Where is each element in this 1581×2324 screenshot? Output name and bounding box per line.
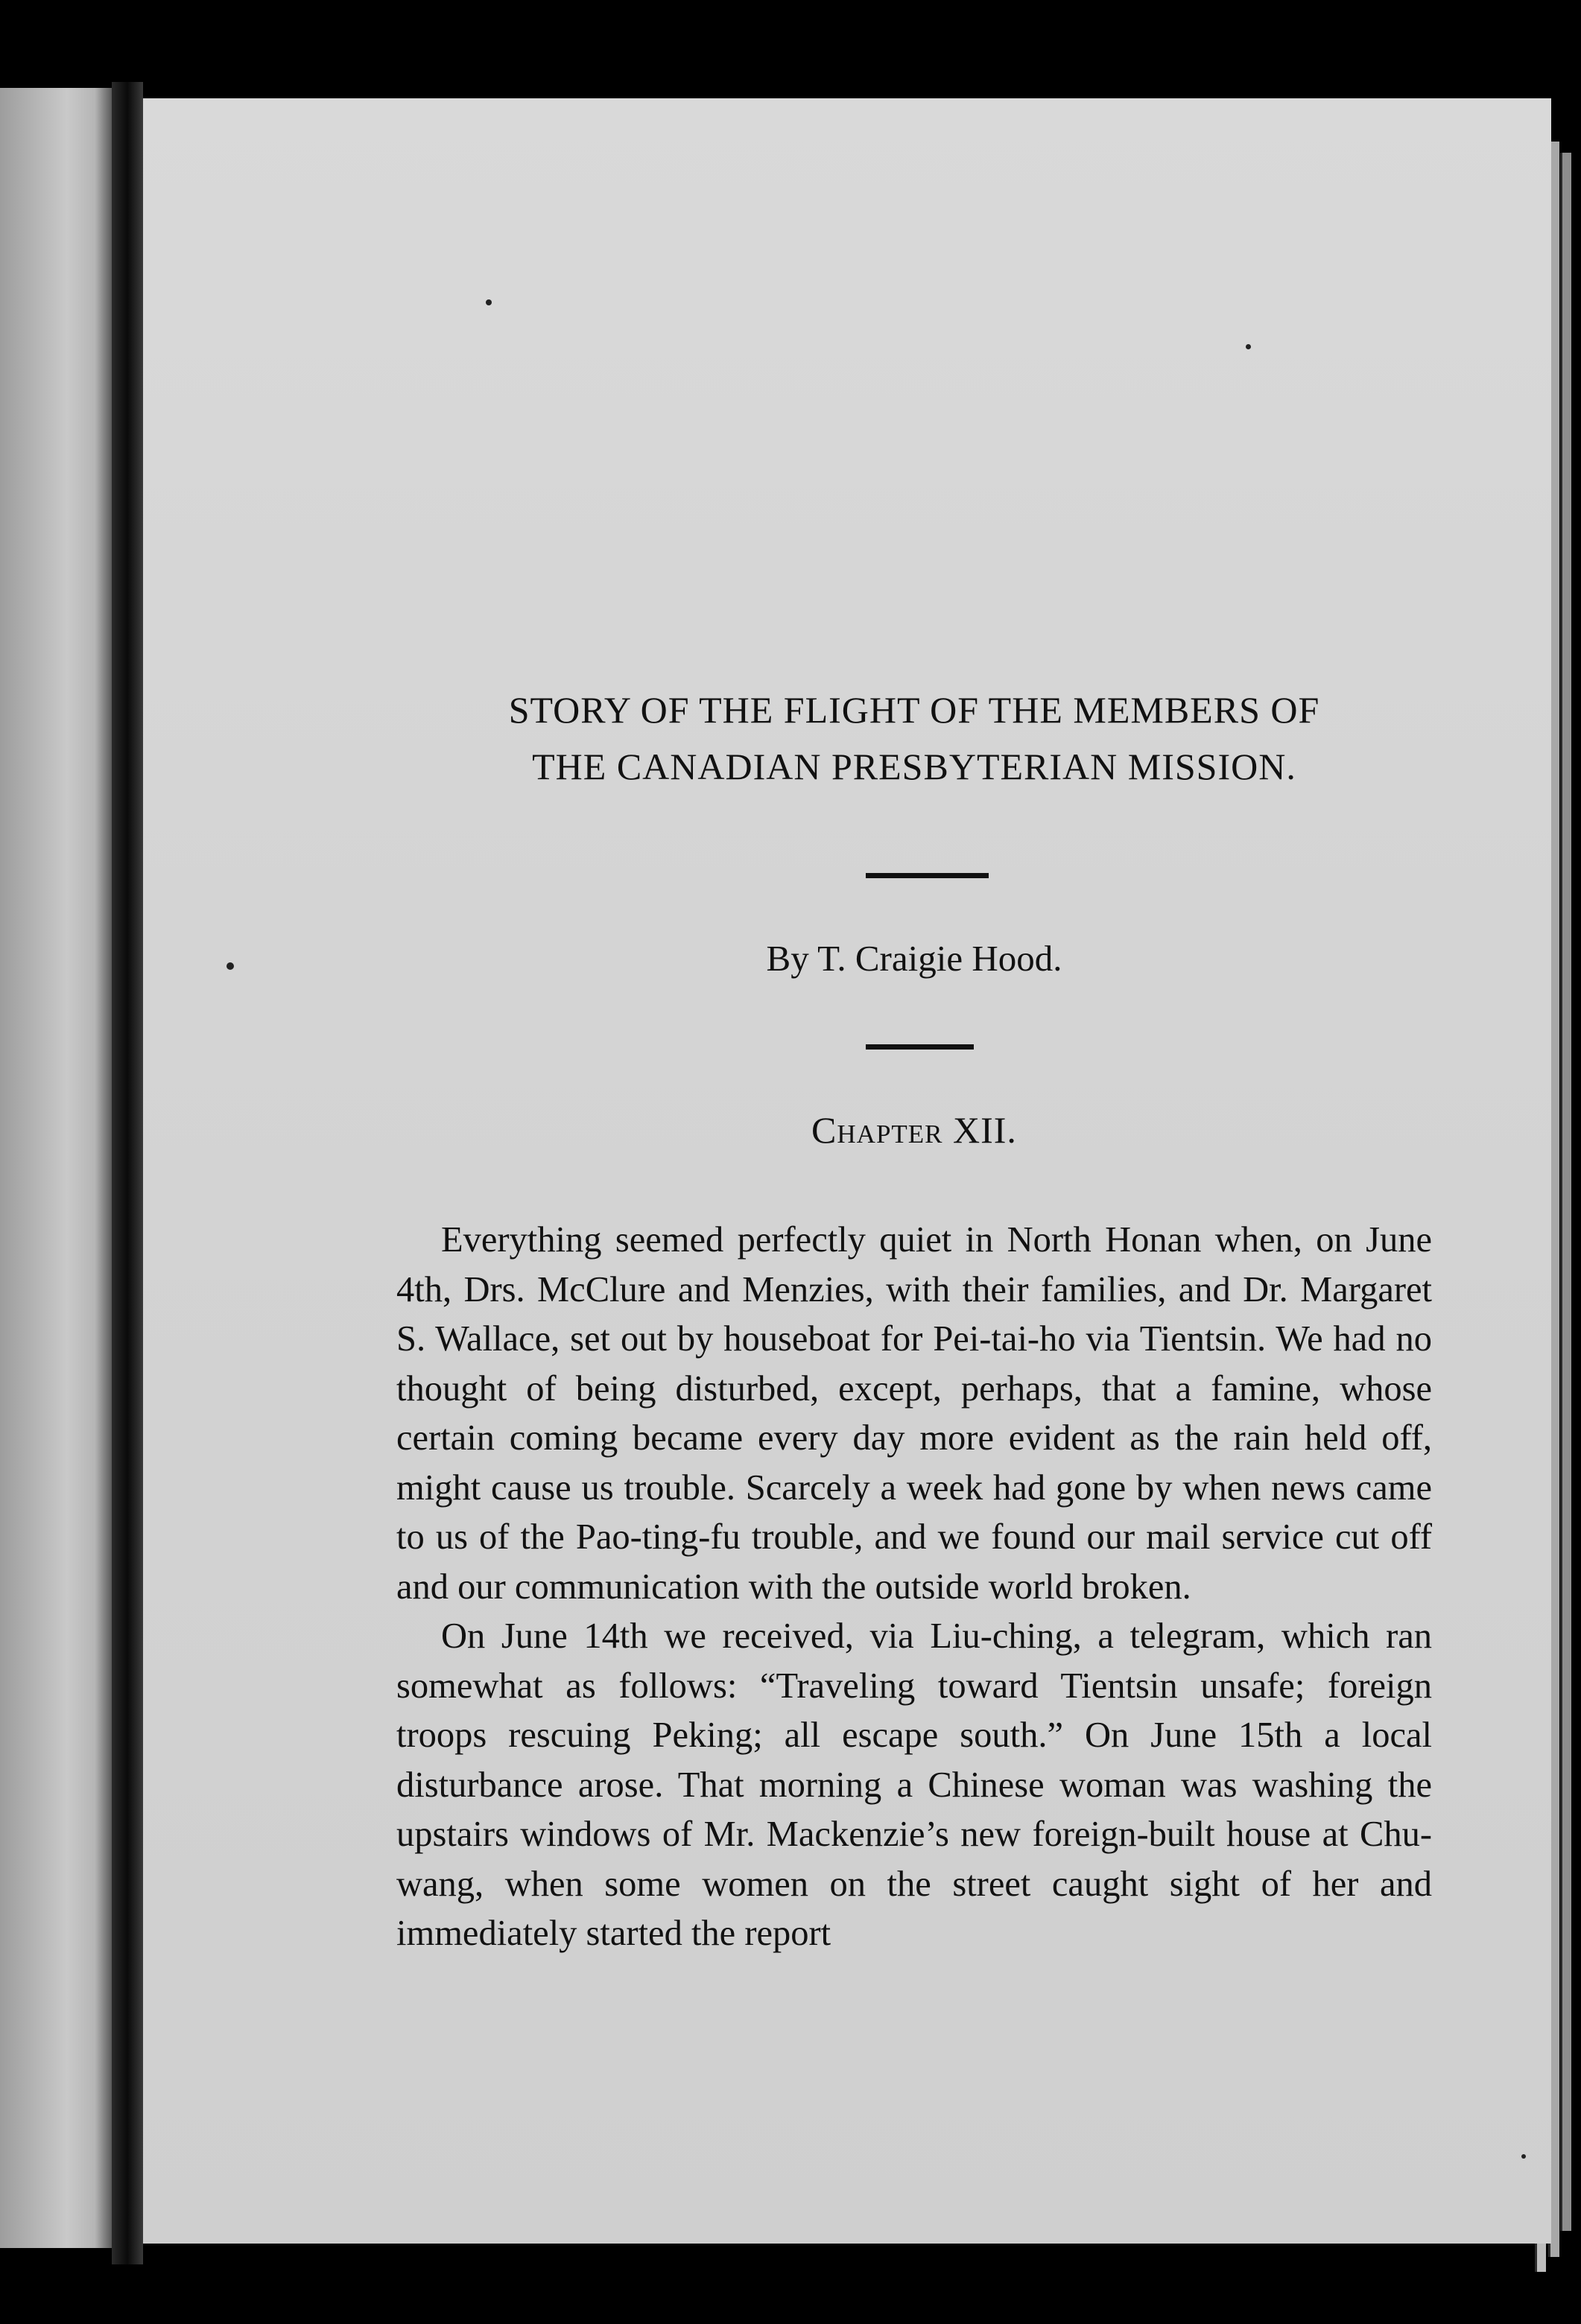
title-line-1: STORY OF THE FLIGHT OF THE MEMBERS OF (508, 689, 1320, 731)
scan-speck (486, 299, 492, 305)
scan-speck (1246, 344, 1251, 349)
body-text (396, 1216, 1432, 1959)
title-line-2: THE CANADIAN PRESBYTERIAN MISSION. (532, 746, 1296, 787)
paragraph: Everything seemed perfectly quiet in North Honan when, on June 4th, Drs. McClure and Menzies, with their families, and Dr. Margaret S. Wallace, set out by houseboat for Pei-tai-ho via Tientsin. We had no thought of being disturbed, except, perhaps, that a famine, whose certain coming became every day more evident as the rain held off, might cause us trouble. Scarcely a week had gone by when news came to us of the Pao-ting-fu trouble, and we found our mail service cut off and our communication with the outside world broken. (396, 1220, 1432, 1607)
scan-speck (1521, 2154, 1526, 2159)
divider-rule (866, 873, 989, 878)
author-byline: By T. Craigie Hood. (766, 938, 1062, 979)
facing-page-edge (0, 88, 112, 2248)
divider-rule (866, 1044, 974, 1050)
book-gutter (112, 82, 143, 2264)
scan-speck (226, 962, 234, 970)
page-edge (1560, 153, 1571, 2231)
book-page (143, 98, 1551, 2244)
paragraph: On June 14th we received, via Liu-ching, a telegram, which ran somewhat as follows: “Traveling toward Tientsin unsafe; foreign troops rescuing Peking; all escape south.” On June 15th a local disturbance arose. That morning a Chinese woman was washing the upstairs windows of Mr. Mackenzie’s new foreign-built house at Chu-wang, when some women on the street caught sight of her and immediately started the report (396, 1616, 1432, 1953)
chapter-heading: Chapter XII. (811, 1109, 1017, 1151)
article-title (396, 682, 1432, 795)
